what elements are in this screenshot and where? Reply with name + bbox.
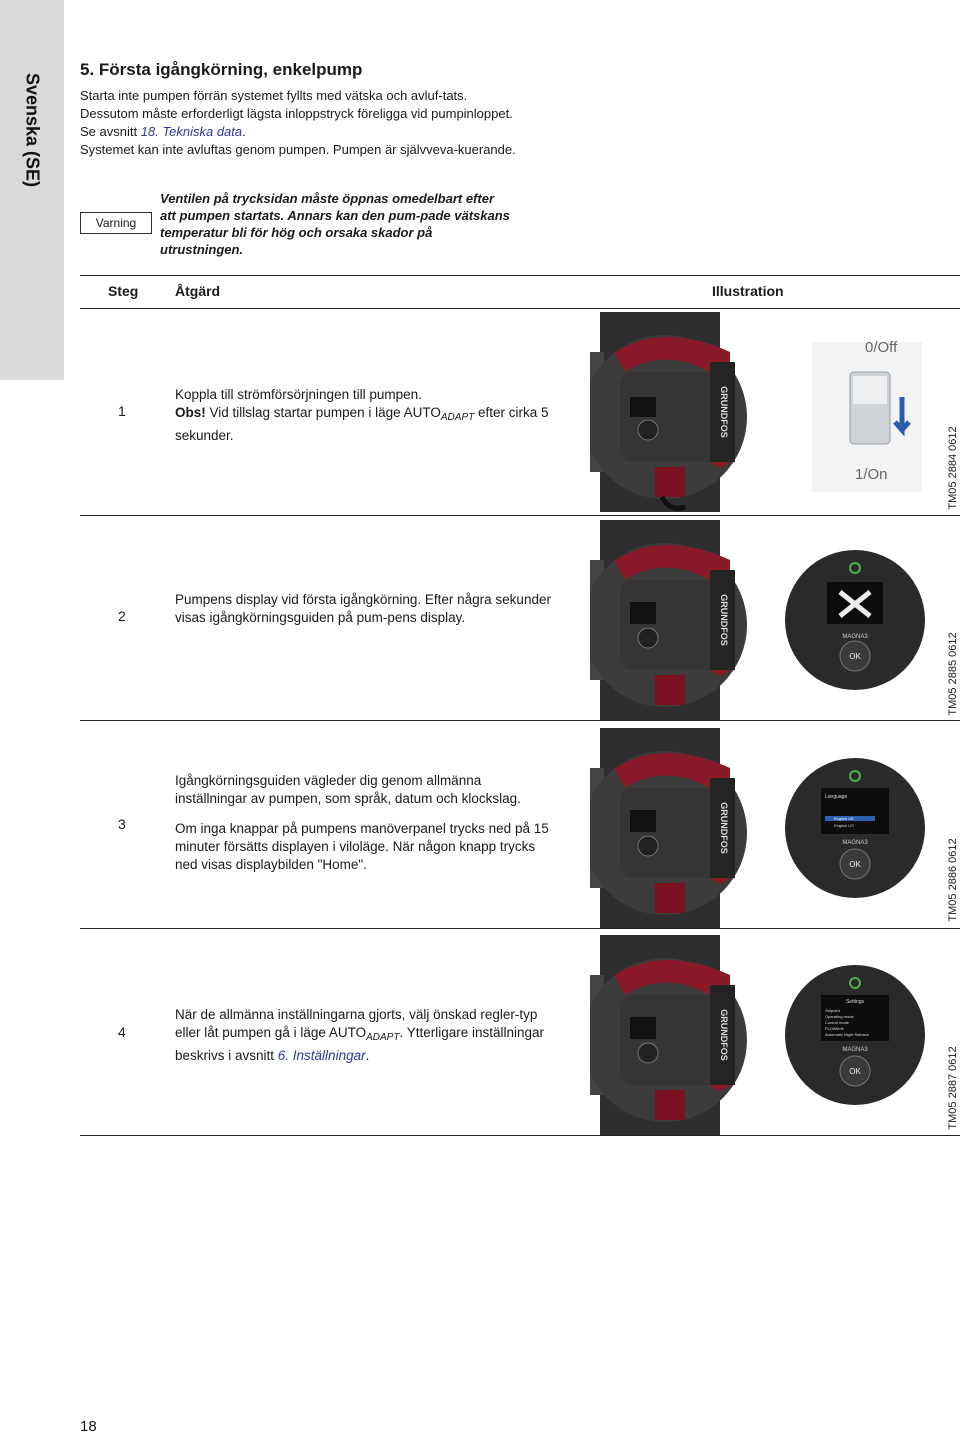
step-number-3: 3 [118,816,126,832]
svg-text:OK: OK [849,860,861,869]
row-2-rule [80,720,960,721]
pump-and-display-illustration-4 [590,935,935,1135]
warning-text: Ventilen på trycksidan måste öppnas omedelbart efter att pumpen startats. Annars kan den pum-pade vätskans temperatur bli för hög och orsaka skador på utrustningen. [160,191,510,257]
header-step: Steg [108,283,139,299]
language-side-tab [0,0,64,380]
warning-label: Varning [80,212,152,234]
figure-code-3: TM05 2886 0612 [947,838,959,922]
svg-text:Control mode: Control mode [825,1020,850,1025]
figure-code-4: TM05 2887 0612 [947,1046,959,1130]
svg-text:GRUNDFOS: GRUNDFOS [719,802,729,854]
intro-paragraph-1: Starta inte pumpen förrän systemet fyllts med vätska och avluf-tats. Dessutom måste erforderligt lägsta inloppstryck föreligga vid pumpinloppet. Se avsnitt 18. Tekniska data. [80,88,513,139]
svg-text:Operating mode: Operating mode [825,1014,854,1019]
power-switch-icon [812,339,922,492]
figure-code-1: TM05 2884 0612 [947,426,959,510]
pump-and-display-illustration-3 [590,728,935,928]
step-4-text: När de allmänna inställningarna gjorts, välj önskad regler-typ eller låt pumpen gå i läge $AUTO_{ADAPT}$. Ytterligare inställningar beskrivs i avsnitt 6. Inställningar. [175,1007,545,1063]
svg-text:0/Off: 0/Off [865,339,898,356]
pump-icon [590,312,747,512]
svg-text:GRUNDFOS: GRUNDFOS [719,1009,729,1061]
control-panel-icon [785,965,925,1105]
table-header-rule [80,308,960,309]
step-2-text: Pumpens display vid första igångkörning. Efter några sekunder visas igångkörningsguiden på pum-pens display. [175,592,551,625]
svg-text:OK: OK [849,652,861,661]
pump-and-display-illustration-2 [590,520,935,720]
page-number: 18 [80,1418,97,1435]
intro-text [80,87,520,159]
svg-text:English UK: English UK [834,816,854,821]
svg-text:GRUNDFOS: GRUNDFOS [719,594,729,646]
svg-text:FLOWlimit: FLOWlimit [825,1026,844,1031]
pump-and-switch-illustration [590,312,930,512]
header-action: Åtgärd [175,283,221,299]
step-3-text: Igångkörningsguiden vägleder dig genom allmänna inställningar av pumpen, som språk, datum och klockslag. Om inga knappar på pumpens manöverpanel trycks ned på 15 minuter försätts displayen i viloläge. När någon knapp trycks ned visas displaybilden "Home". [175,773,549,872]
table-bottom-rule [80,1135,960,1136]
svg-text:Settings: Settings [845,999,865,1005]
settings-section-link[interactable]: 6. Inställningar [277,1048,366,1063]
control-panel-icon [785,758,925,898]
section-title: 5. Första igångkörning, enkelpump [80,60,363,79]
svg-text:MAGNA3: MAGNA3 [842,634,868,640]
step-number-1: 1 [118,403,126,419]
step-1-text: Koppla till strömförsörjningen till pumpen. Obs! Vid tillslag startar pumpen i läge $AUTO_{ADAPT}$ efter cirka 5 sekunder. [175,387,549,443]
pump-icon [590,520,747,720]
svg-text:OK: OK [849,1067,861,1076]
svg-text:Automatic Night Setback: Automatic Night Setback [825,1032,869,1037]
pump-icon [590,935,747,1135]
figure-code-2: TM05 2885 0612 [947,632,959,716]
pump-icon [590,728,747,928]
svg-text:GRUNDFOS: GRUNDFOS [719,386,729,438]
table-top-rule [80,275,960,276]
header-illustration: Illustration [712,283,784,299]
intro-paragraph-2: Systemet kan inte avluftas genom pumpen. Pumpen är självveva-kuerande. [80,142,516,157]
language-label: Svenska (SE) [22,72,43,188]
svg-text:MAGNA3: MAGNA3 [842,1047,868,1053]
step-number-4: 4 [118,1024,126,1040]
svg-text:English US: English US [834,823,854,828]
control-panel-icon [785,550,925,690]
step-number-2: 2 [118,608,126,624]
tech-data-link[interactable]: 18. Tekniska data [140,124,243,139]
svg-text:Language: Language [825,794,848,800]
svg-text:MAGNA3: MAGNA3 [842,840,868,846]
svg-text:1/On: 1/On [855,466,888,483]
row-1-rule [80,515,960,516]
svg-text:Setpoint: Setpoint [825,1008,840,1013]
row-3-rule [80,928,960,929]
